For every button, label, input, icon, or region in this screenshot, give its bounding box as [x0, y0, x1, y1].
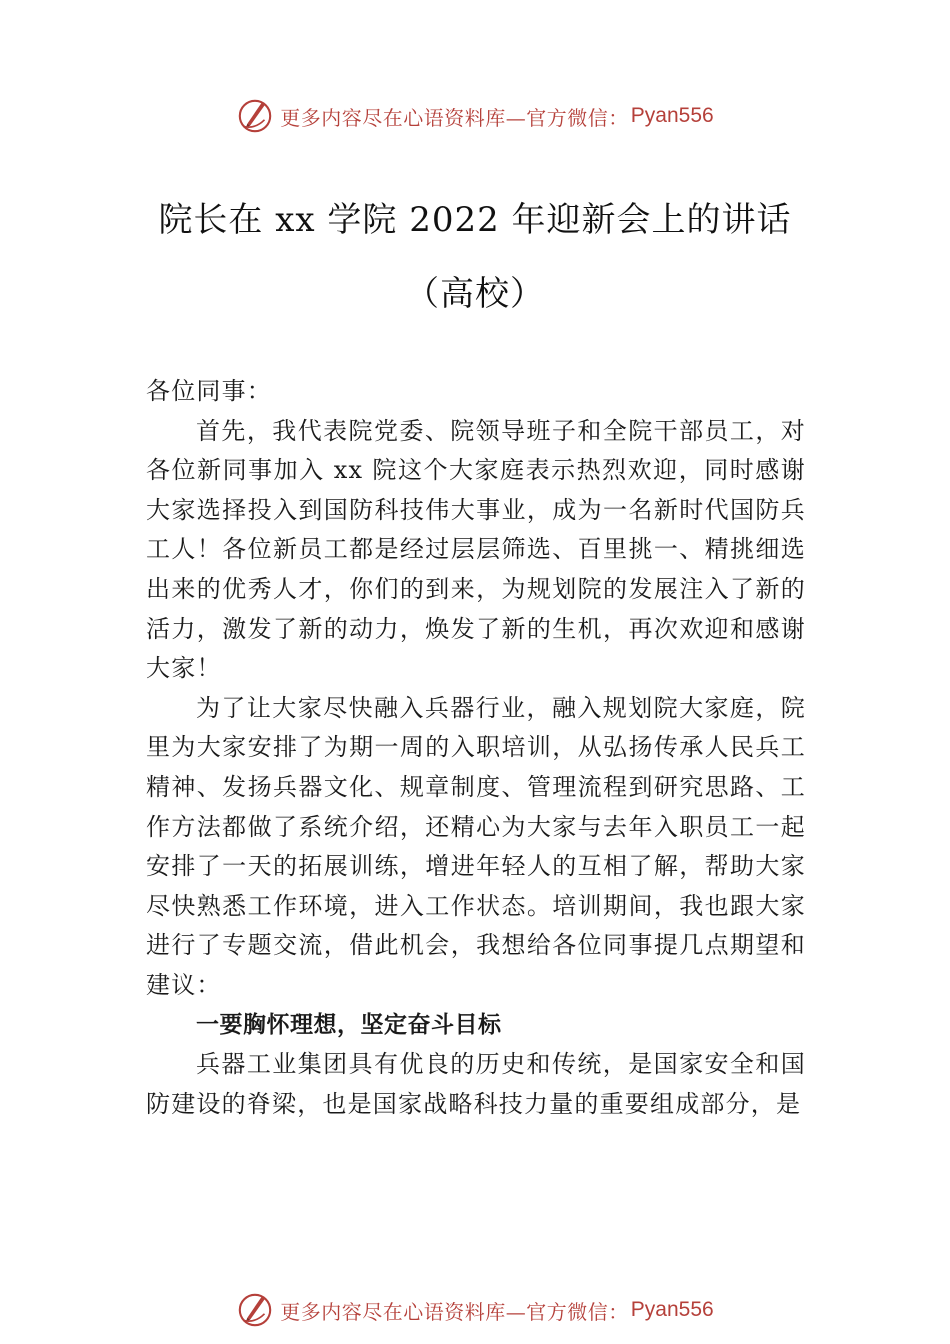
section-heading-1: 一要胸怀理想，坚定奋斗目标: [196, 1011, 502, 1038]
paragraph-industry: 兵器工业集团具有优良的历史和传统，是国家安全和国防建设的脊梁，也是国家战略科技力量的重要组成部分，是: [146, 1050, 806, 1118]
quill-pen-logo-icon: [236, 1291, 274, 1329]
document-subtitle: （高校）: [405, 274, 545, 314]
quill-pen-logo-icon: [236, 97, 274, 135]
paragraph-training: 为了让大家尽快融入兵器行业，融入规划院大家庭，院里为大家安排了为期一周的入职培训，从弘扬传承人民兵工精神、发扬兵器文化、规章制度、管理流程到研究思路、工作方法都做了系统介绍，还精心为大家与去年入职员工一起安排了一天的拓展训练，增进年轻人的互相了解，帮助大家尽快熟悉工作环境，进入工作状态。培训期间，我也跟大家进行了专题交流，借此机会，我想给各位同事提几点期望和建议：: [146, 693, 806, 999]
footer-watermark-banner: [0, 1288, 950, 1332]
document-body: [146, 372, 806, 1124]
banner-wechat-handle: Pyan556: [630, 1298, 714, 1321]
header-watermark-banner: [0, 94, 950, 138]
paragraph-welcome: 首先，我代表院党委、院领导班子和全院干部员工，对各位新同事加入 xx 院这个大家庭表示热烈欢迎，同时感谢大家选择投入到国防科技伟大事业，成为一名新时代国防兵工人！各位新员工都是经过层层筛选、百里挑一、精挑细选出来的优秀人才，你们的到来，为规划院的发展注入了新的活力，激发了新的动力，焕发了新的生机，再次欢迎和感谢大家！: [146, 416, 806, 683]
salutation: 各位同事：: [146, 377, 272, 405]
banner-text: 更多内容尽在心语资料库—官方微信：: [280, 105, 629, 130]
banner-text: 更多内容尽在心语资料库—官方微信：: [280, 1299, 629, 1324]
banner-wechat-handle: Pyan556: [630, 104, 714, 127]
document-title: 院长在 xx 学院 2022 年迎新会上的讲话: [158, 200, 792, 240]
